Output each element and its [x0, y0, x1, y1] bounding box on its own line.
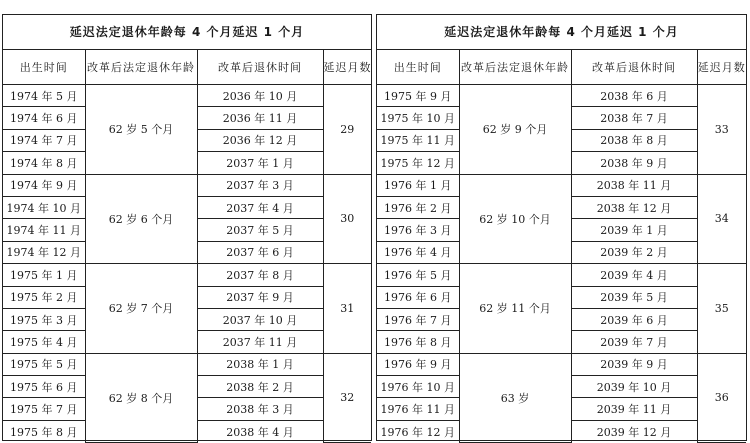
- retirement-age-cell: 62 岁 8 个月: [85, 353, 197, 442]
- retirement-time-cell: 2039 年 7 月: [571, 331, 697, 353]
- birth-time-cell: 1976 年 10 月: [377, 376, 459, 398]
- retirement-time-cell: 2038 年 1 月: [197, 353, 323, 375]
- retirement-time-cell: 2039 年 5 月: [571, 286, 697, 308]
- birth-time-cell: 1975 年 4 月: [3, 331, 85, 353]
- birth-time-cell: 1975 年 11 月: [377, 129, 459, 151]
- birth-time-cell: 1975 年 7 月: [3, 398, 85, 420]
- table-row: [3, 353, 371, 375]
- birth-time-cell: 1974 年 10 月: [3, 196, 85, 218]
- retirement-table: [3, 50, 371, 443]
- birth-time-cell: 1974 年 5 月: [3, 85, 85, 107]
- birth-time-cell: 1975 年 3 月: [3, 308, 85, 330]
- table-row: [377, 174, 746, 196]
- retirement-time-cell: 2038 年 12 月: [571, 196, 697, 218]
- retirement-time-cell: 2036 年 11 月: [197, 107, 323, 129]
- birth-time-cell: 1974 年 11 月: [3, 219, 85, 241]
- birth-time-cell: 1976 年 5 月: [377, 264, 459, 286]
- header-birth-time: 出生时间: [3, 50, 85, 85]
- table-row: [3, 174, 371, 196]
- header-delay-months: 延迟月数: [323, 50, 371, 85]
- retirement-time-cell: 2037 年 5 月: [197, 219, 323, 241]
- birth-time-cell: 1975 年 1 月: [3, 264, 85, 286]
- retirement-time-cell: 2039 年 6 月: [571, 308, 697, 330]
- retirement-age-cell: 62 岁 11 个月: [459, 264, 571, 354]
- birth-time-cell: 1976 年 11 月: [377, 398, 459, 420]
- header-birth-time: 出生时间: [377, 50, 459, 85]
- retirement-time-cell: 2039 年 9 月: [571, 353, 697, 375]
- table-title: 延迟法定退休年龄每 4 个月延迟 1 个月: [3, 15, 371, 50]
- retirement-time-cell: 2038 年 8 月: [571, 129, 697, 151]
- table-body: [377, 85, 746, 443]
- table-row: [377, 85, 746, 107]
- birth-time-cell: 1976 年 9 月: [377, 353, 459, 375]
- birth-time-cell: 1975 年 10 月: [377, 107, 459, 129]
- table-title: 延迟法定退休年龄每 4 个月延迟 1 个月: [377, 15, 746, 50]
- table-row: [377, 264, 746, 286]
- retirement-time-cell: 2037 年 3 月: [197, 174, 323, 196]
- header-retirement-time: 改革后退休时间: [571, 50, 697, 85]
- retirement-table-left: [2, 14, 372, 441]
- birth-time-cell: 1975 年 8 月: [3, 420, 85, 442]
- retirement-time-cell: 2038 年 2 月: [197, 376, 323, 398]
- retirement-time-cell: 2037 年 10 月: [197, 308, 323, 330]
- retirement-table: [377, 50, 746, 443]
- birth-time-cell: 1974 年 8 月: [3, 152, 85, 174]
- retirement-time-cell: 2039 年 1 月: [571, 219, 697, 241]
- birth-time-cell: 1974 年 9 月: [3, 174, 85, 196]
- retirement-age-cell: 62 岁 7 个月: [85, 264, 197, 354]
- header-delay-months: 延迟月数: [697, 50, 746, 85]
- birth-time-cell: 1975 年 2 月: [3, 286, 85, 308]
- delay-months-cell: 31: [323, 264, 371, 354]
- header-retirement-age: 改革后法定退休年龄: [85, 50, 197, 85]
- retirement-time-cell: 2036 年 12 月: [197, 129, 323, 151]
- header-row: [377, 50, 746, 85]
- retirement-time-cell: 2039 年 12 月: [571, 420, 697, 442]
- birth-time-cell: 1976 年 4 月: [377, 241, 459, 263]
- birth-time-cell: 1976 年 7 月: [377, 308, 459, 330]
- birth-time-cell: 1976 年 2 月: [377, 196, 459, 218]
- retirement-time-cell: 2038 年 11 月: [571, 174, 697, 196]
- delay-months-cell: 33: [697, 85, 746, 175]
- retirement-time-cell: 2039 年 4 月: [571, 264, 697, 286]
- retirement-age-cell: 63 岁: [459, 353, 571, 442]
- header-retirement-age: 改革后法定退休年龄: [459, 50, 571, 85]
- retirement-time-cell: 2037 年 8 月: [197, 264, 323, 286]
- retirement-time-cell: 2038 年 3 月: [197, 398, 323, 420]
- birth-time-cell: 1975 年 6 月: [3, 376, 85, 398]
- birth-time-cell: 1975 年 12 月: [377, 152, 459, 174]
- birth-time-cell: 1976 年 1 月: [377, 174, 459, 196]
- birth-time-cell: 1975 年 9 月: [377, 85, 459, 107]
- birth-time-cell: 1974 年 6 月: [3, 107, 85, 129]
- delay-months-cell: 35: [697, 264, 746, 354]
- header-row: [3, 50, 371, 85]
- birth-time-cell: 1974 年 12 月: [3, 241, 85, 263]
- birth-time-cell: 1974 年 7 月: [3, 129, 85, 151]
- delay-months-cell: 36: [697, 353, 746, 442]
- retirement-time-cell: 2038 年 4 月: [197, 420, 323, 442]
- table-body: [3, 85, 371, 443]
- header-retirement-time: 改革后退休时间: [197, 50, 323, 85]
- birth-time-cell: 1976 年 12 月: [377, 420, 459, 442]
- table-row: [3, 264, 371, 286]
- retirement-age-cell: 62 岁 9 个月: [459, 85, 571, 175]
- table-row: [377, 353, 746, 375]
- delay-months-cell: 30: [323, 174, 371, 264]
- retirement-time-cell: 2037 年 1 月: [197, 152, 323, 174]
- delay-months-cell: 34: [697, 174, 746, 264]
- retirement-time-cell: 2038 年 9 月: [571, 152, 697, 174]
- delay-months-cell: 29: [323, 85, 371, 175]
- table-row: [3, 85, 371, 107]
- delay-months-cell: 32: [323, 353, 371, 442]
- retirement-age-cell: 62 岁 6 个月: [85, 174, 197, 264]
- birth-time-cell: 1976 年 3 月: [377, 219, 459, 241]
- retirement-time-cell: 2038 年 7 月: [571, 107, 697, 129]
- retirement-time-cell: 2036 年 10 月: [197, 85, 323, 107]
- retirement-time-cell: 2038 年 6 月: [571, 85, 697, 107]
- birth-time-cell: 1976 年 6 月: [377, 286, 459, 308]
- retirement-time-cell: 2037 年 11 月: [197, 331, 323, 353]
- retirement-table-right: [376, 14, 747, 441]
- retirement-time-cell: 2037 年 6 月: [197, 241, 323, 263]
- retirement-time-cell: 2039 年 10 月: [571, 376, 697, 398]
- birth-time-cell: 1976 年 8 月: [377, 331, 459, 353]
- retirement-time-cell: 2037 年 9 月: [197, 286, 323, 308]
- retirement-time-cell: 2037 年 4 月: [197, 196, 323, 218]
- retirement-time-cell: 2039 年 2 月: [571, 241, 697, 263]
- retirement-time-cell: 2039 年 11 月: [571, 398, 697, 420]
- birth-time-cell: 1975 年 5 月: [3, 353, 85, 375]
- retirement-age-cell: 62 岁 5 个月: [85, 85, 197, 175]
- retirement-age-cell: 62 岁 10 个月: [459, 174, 571, 264]
